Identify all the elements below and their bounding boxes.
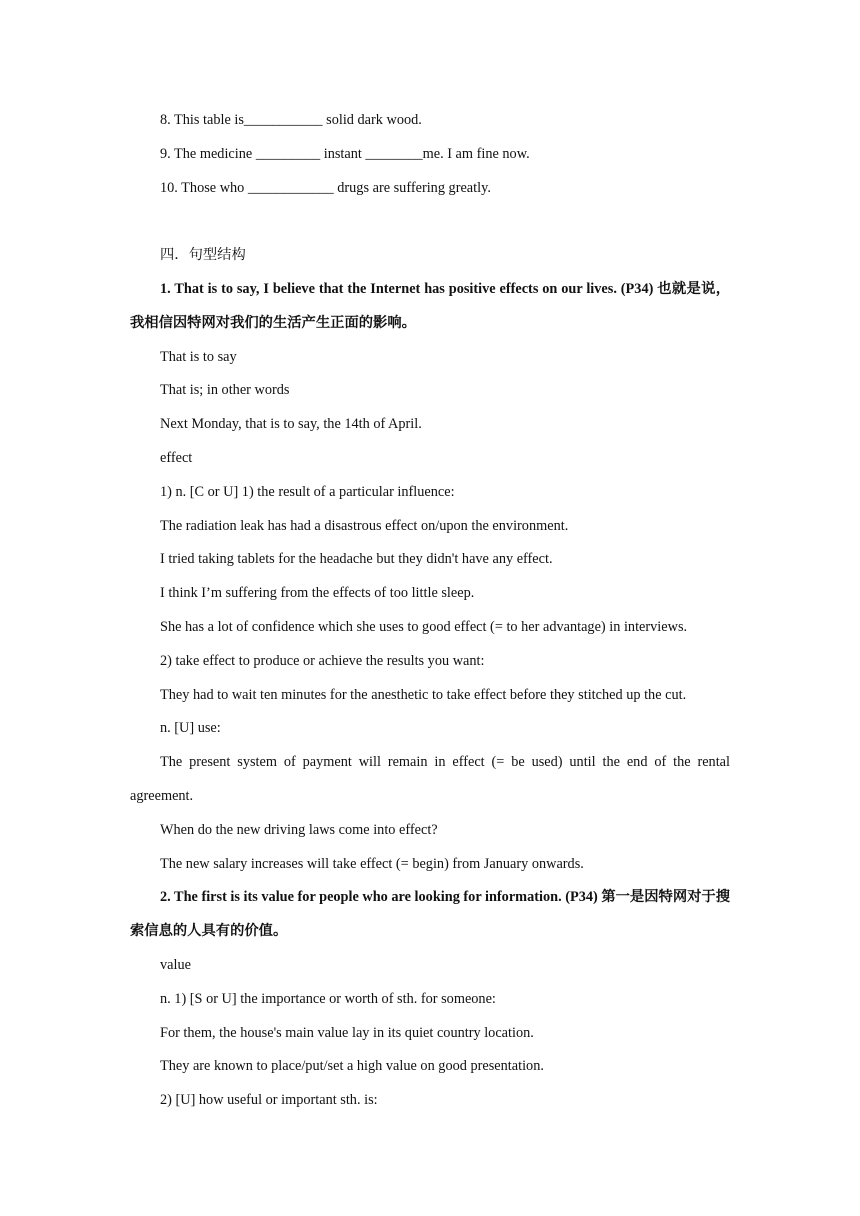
s1-line: 2) take effect to produce or achieve the results you want: <box>160 652 485 669</box>
sentence-1-english: 1. That is to say, I believe that the Internet has positive effects on our lives. (P34) <box>160 280 654 297</box>
s2-line: n. 1) [S or U] the importance or worth of sth. for someone: <box>160 990 496 1007</box>
s1-line: She has a lot of confidence which she uses to good effect (= to her advantage) in interviews. <box>160 618 688 635</box>
sentence-2-heading <box>130 881 730 949</box>
spacer <box>130 205 730 239</box>
s2-line: value <box>160 956 191 973</box>
section-heading: 四．句型结构 <box>160 247 246 264</box>
s1-line: The radiation leak has had a disastrous effect on/upon the environment. <box>160 517 569 534</box>
s1-line: I tried taking tablets for the headache but they didn't have any effect. <box>160 551 553 568</box>
s1-line: They had to wait ten minutes for the anesthetic to take effect before they stitched up the cut. <box>160 686 687 703</box>
document-body <box>130 104 730 1118</box>
exercise-item-10: 10. Those who ____________ drugs are suffering greatly. <box>160 179 491 196</box>
s2-line: For them, the house's main value lay in its quiet country location. <box>160 1024 534 1041</box>
s1-line: Next Monday, that is to say, the 14th of April. <box>160 416 422 433</box>
s2-line: 2) [U] how useful or important sth. is: <box>160 1092 378 1109</box>
s1-line: When do the new driving laws come into effect? <box>160 821 438 838</box>
s1-line: I think I’m suffering from the effects of too little sleep. <box>160 585 475 602</box>
s1-line: That is; in other words <box>160 382 290 399</box>
sentence-2-chinese: 第一是因特网对于搜索信息的人具有的价值。 <box>130 889 731 940</box>
s1-line: effect <box>160 449 193 466</box>
exercise-item-8: 8. This table is___________ solid dark wood. <box>160 112 422 128</box>
sentence-1-heading <box>130 273 730 341</box>
sentence-1-chinese: 也就是说，我相信因特网对我们的生活产生正面的影响。 <box>130 280 730 331</box>
s1-line: The present system of payment will remain in effect (= be used) until the end of the rental agreement. <box>130 754 730 804</box>
sentence-2-english: 2. The first is its value for people who are looking for information. (P34) <box>160 889 598 906</box>
s1-line: That is to say <box>160 348 237 365</box>
s1-line: 1) n. [C or U] 1) the result of a particular influence: <box>160 483 455 500</box>
exercise-item-9: 9. The medicine _________ instant ________me. I am fine now. <box>160 145 530 162</box>
s1-line: The new salary increases will take effect (= begin) from January onwards. <box>160 855 584 872</box>
s2-line: They are known to place/put/set a high value on good presentation. <box>160 1058 544 1075</box>
s1-line: n. [U] use: <box>160 720 221 737</box>
